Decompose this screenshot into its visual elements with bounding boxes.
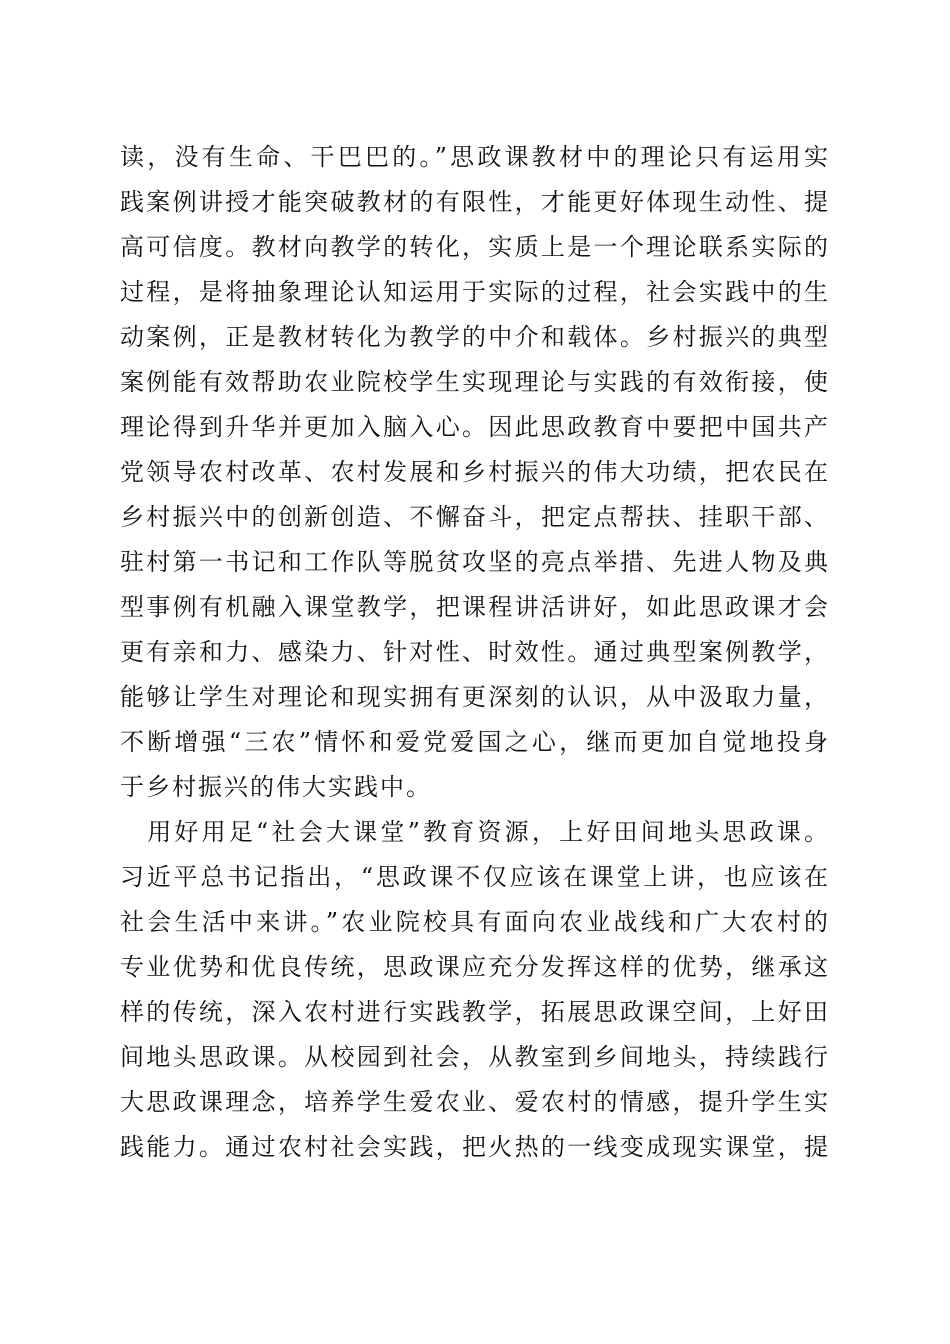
- text-line: 案例能有效帮助农业院校学生实现理论与实践的有效衔接，使: [120, 368, 830, 396]
- text-line: 高可信度。教材向教学的转化，实质上是一个理论联系实际的: [120, 233, 830, 261]
- text-line: 读，没有生命、干巴巴的。”思政课教材中的理论只有运用实: [120, 143, 830, 171]
- text-line: 于乡村振兴的伟大实践中。: [120, 773, 432, 801]
- text-line: 样的传统，深入农村进行实践教学，拓展思政课空间，上好田: [120, 998, 830, 1026]
- text-line: 间地头思政课。从校园到社会，从教室到乡间地头，持续践行: [120, 1043, 830, 1071]
- text-line: 不断增强“三农”情怀和爱党爱国之心，继而更加自觉地投身: [120, 728, 830, 756]
- text-line: 型事例有机融入课堂教学，把课程讲活讲好，如此思政课才会: [120, 593, 830, 621]
- text-line: 党领导农村改革、农村发展和乡村振兴的伟大功绩，把农民在: [120, 458, 830, 486]
- text-line: 社会生活中来讲。”农业院校具有面向农业战线和广大农村的: [120, 908, 830, 936]
- text-line: 践案例讲授才能突破教材的有限性，才能更好体现生动性、提: [120, 188, 830, 216]
- text-line: 乡村振兴中的创新创造、不懈奋斗，把定点帮扶、挂职干部、: [120, 503, 830, 531]
- text-line: 践能力。通过农村社会实践，把火热的一线变成现实课堂，提: [120, 1133, 830, 1161]
- text-line: 驻村第一书记和工作队等脱贫攻坚的亮点举措、先进人物及典: [120, 548, 830, 576]
- text-line: 更有亲和力、感染力、针对性、时效性。通过典型案例教学，: [120, 638, 830, 666]
- body-text: [120, 135, 830, 1170]
- text-line: 习近平总书记指出，“思政课不仅应该在课堂上讲，也应该在: [120, 863, 830, 891]
- text-line: 能够让学生对理论和现实拥有更深刻的认识，从中汲取力量，: [120, 683, 830, 711]
- paragraph-first-line: 用好用足“社会大课堂”教育资源，上好田间地头思政课。: [120, 818, 830, 846]
- text-line: 理论得到升华并更加入脑入心。因此思政教育中要把中国共产: [120, 413, 830, 441]
- text-line: 大思政课理念，培养学生爱农业、爱农村的情感，提升学生实: [120, 1088, 830, 1116]
- text-line: 专业优势和优良传统，思政课应充分发挥这样的优势，继承这: [120, 953, 830, 981]
- text-line: 过程，是将抽象理论认知运用于实际的过程，社会实践中的生: [120, 278, 830, 306]
- text-line: 动案例，正是教材转化为教学的中介和载体。乡村振兴的典型: [120, 323, 830, 351]
